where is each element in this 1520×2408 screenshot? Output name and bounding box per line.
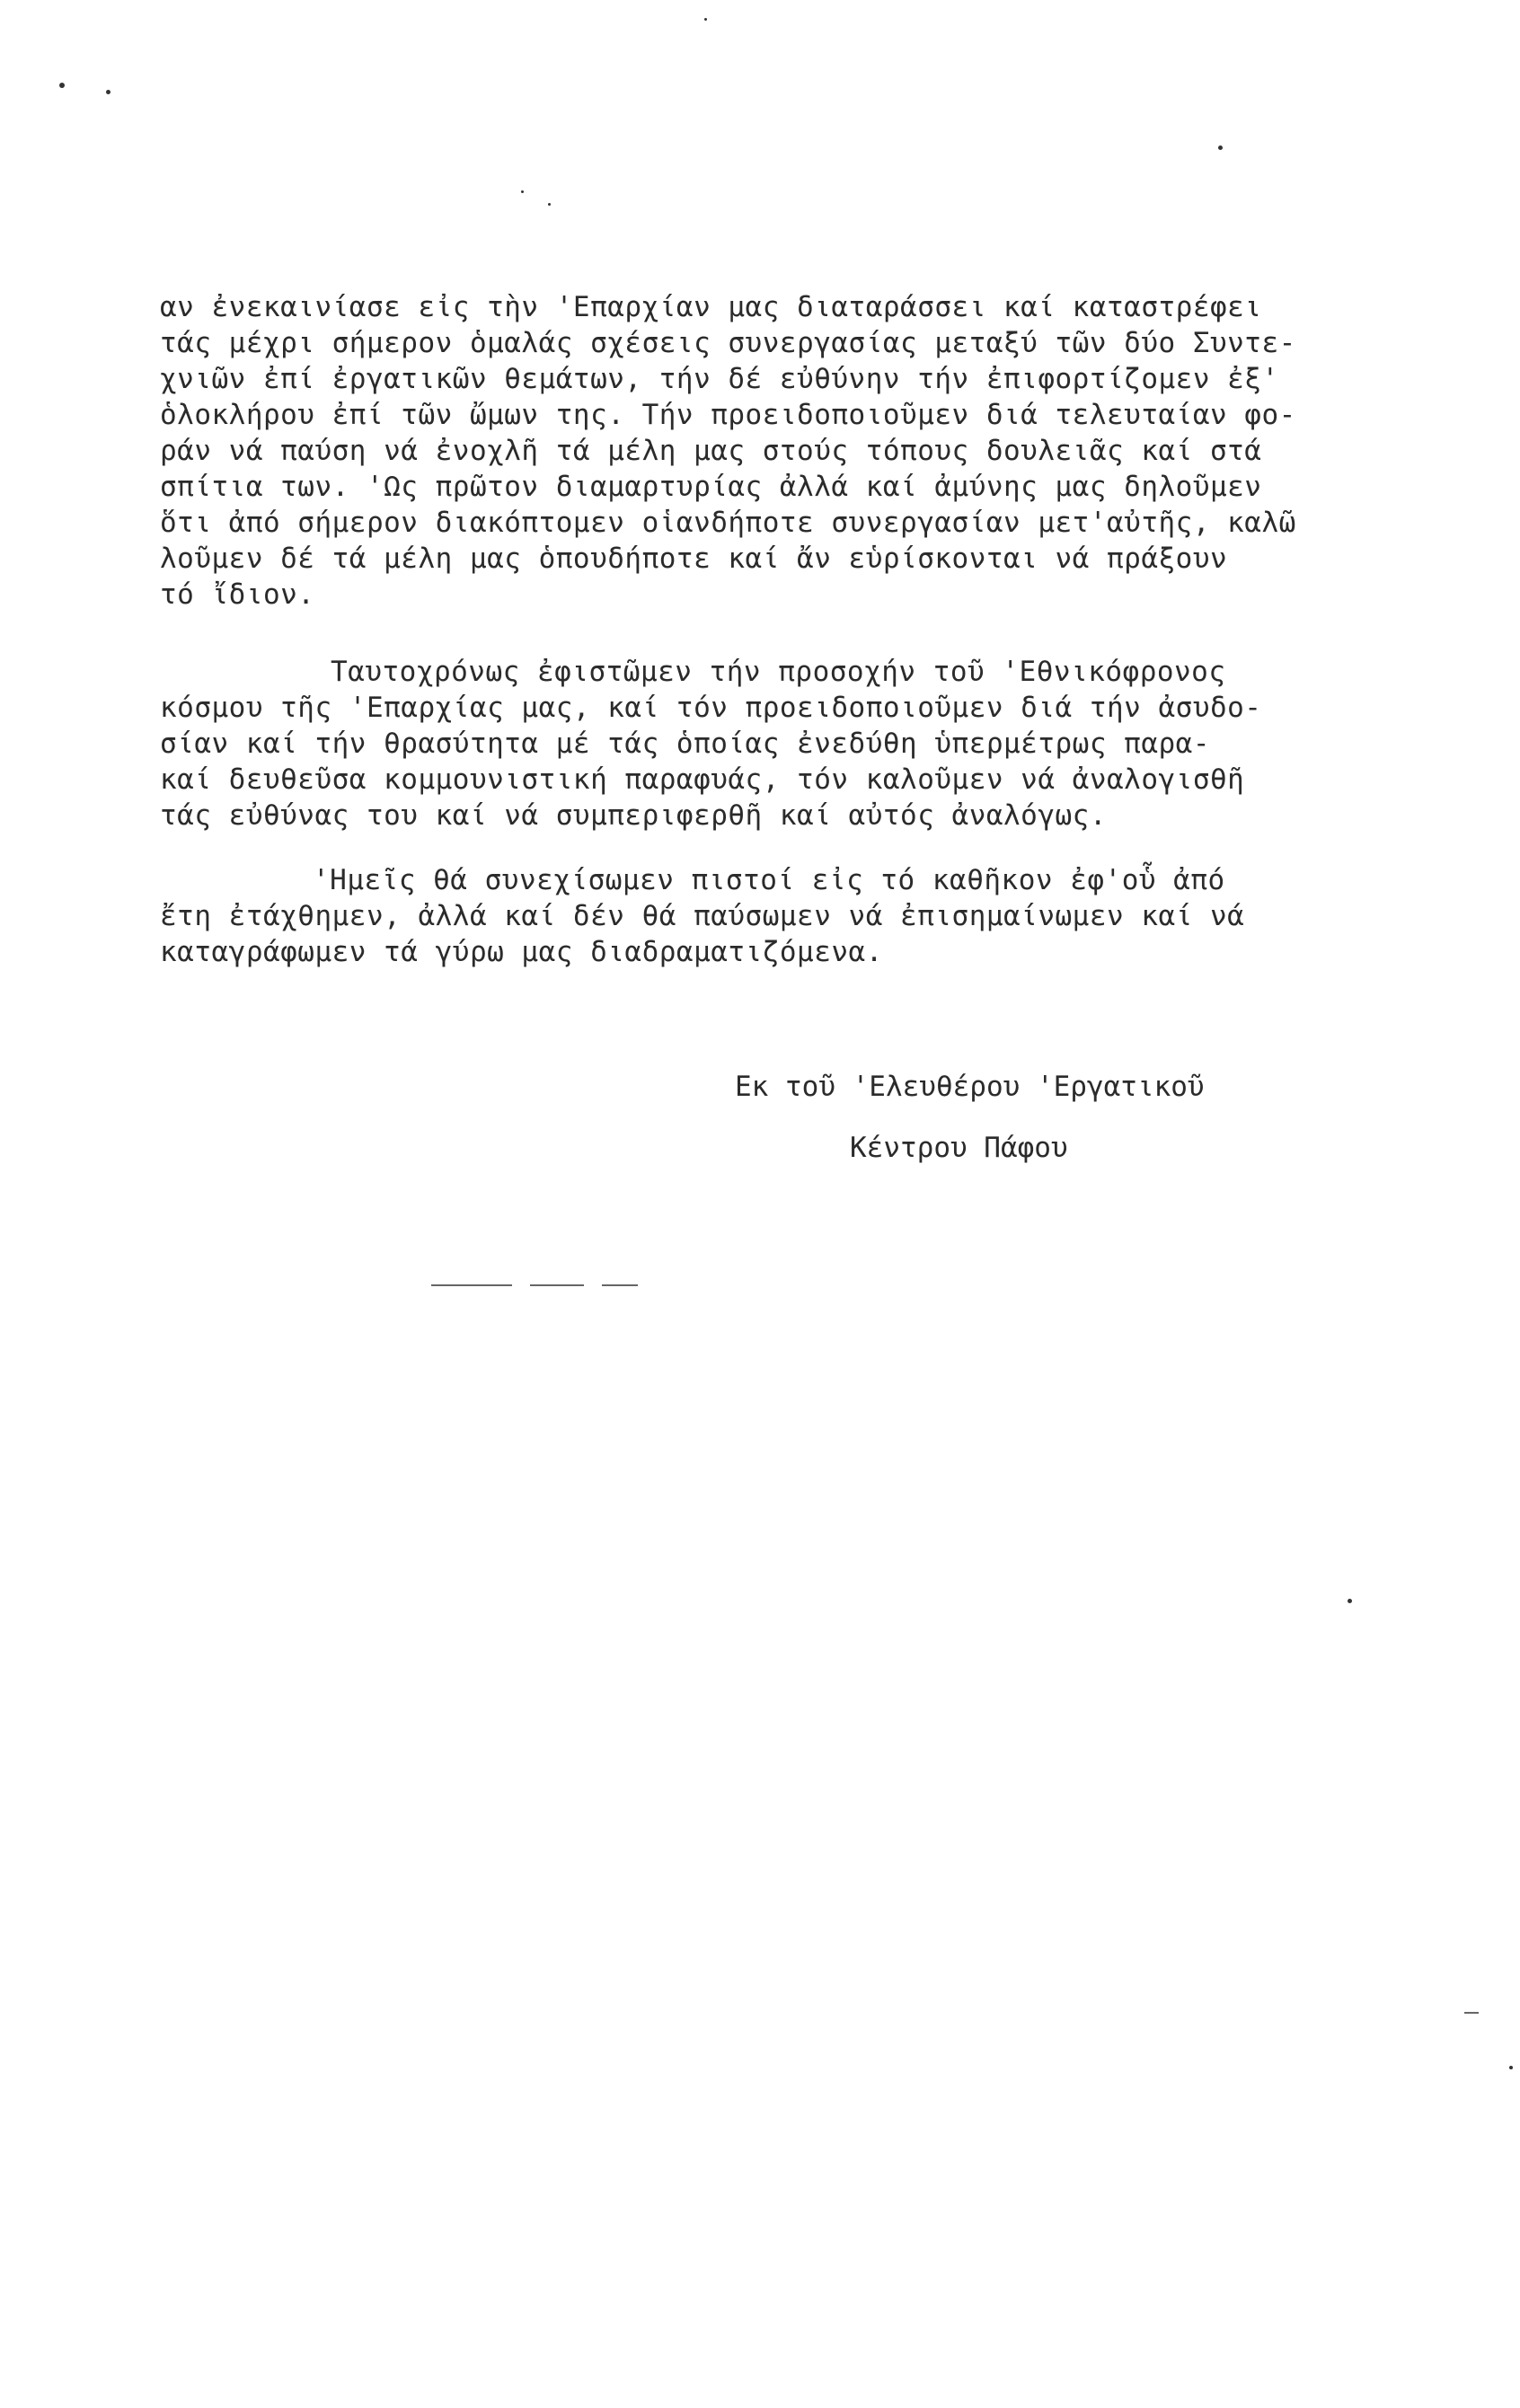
signature-line-2: Κέντρου Πάφου [850, 1132, 1068, 1164]
scan-speck [106, 90, 110, 94]
scan-speck [59, 83, 65, 88]
paragraph-1 [160, 289, 1337, 613]
text-line: καταγράφωμεν τά γύρω μας διαδραματιζόμενα. [160, 936, 883, 968]
scan-speck [1218, 146, 1223, 150]
text-line: 'Ημεῖς θά συνεχίσωμεν πιστοί εἰς τό καθῆκον ἐφ'οὗ ἀπό [313, 864, 1225, 896]
text-line: σίαν καί τήν θρασύτητα μέ τάς ὁποίας ἐνεδύθη ὑπερμέτρως παρα- [160, 728, 1210, 760]
text-line: χνιῶν ἐπί ἐργατικῶν θεμάτων, τήν δέ εὐθύνην τήν ἐπιφορτίζομεν ἐξ' [160, 363, 1279, 395]
text-line: αν ἐνεκαινίασε εἰς τὴν 'Επαρχίαν μας διαταράσσει καί καταστρέφει [160, 291, 1262, 323]
text-line: σπίτια των. 'Ως πρῶτον διαμαρτυρίας ἀλλά καί ἀμύνης μας δηλοῦμεν [160, 471, 1262, 503]
text-line: Ταυτοχρόνως ἐφιστῶμεν τήν προσοχήν τοῦ 'Εθνικόφρονος [331, 656, 1226, 688]
paragraph-3 [160, 862, 1337, 970]
text-line: κόσμου τῆς 'Επαρχίας μας, καί τόν προειδοποιοῦμεν διά τήν ἀσυδο- [160, 692, 1262, 724]
scan-artifact-line [431, 1284, 512, 1286]
scan-speck [1348, 1599, 1352, 1603]
text-line: λοῦμεν δέ τά μέλη μας ὁπουδήποτε καί ἄν εὑρίσκονται νά πράξουν [160, 542, 1228, 575]
text-line: ράν νά παύση νά ἐνοχλῆ τά μέλη μας στούς τόπους δουλειᾶς καί στά [160, 435, 1262, 467]
signature-line-1: Εκ τοῦ 'Ελευθέρου 'Εργατικοῦ [735, 1071, 1205, 1103]
scan-speck [548, 203, 551, 206]
text-line: τάς εὐθύνας του καί νά συμπεριφερθῆ καί αὐτός ἀναλόγως. [160, 799, 1107, 832]
scan-speck [704, 18, 707, 21]
text-line: ὅτι ἀπό σήμερον διακόπτομεν οἱανδήποτε συνεργασίαν μετ'αὐτῆς, καλῶ [160, 507, 1296, 539]
text-line: τό ἴδιον. [160, 578, 315, 611]
text-line: καί δευθεῦσα κομμουνιστική παραφυάς, τόν καλοῦμεν νά ἀναλογισθῆ [160, 763, 1245, 796]
scan-artifact-line [1464, 2012, 1479, 2014]
scan-speck [521, 190, 524, 193]
scan-artifact-line [530, 1284, 584, 1286]
scan-artifact-line [602, 1284, 638, 1286]
paragraph-2 [160, 654, 1337, 834]
scan-speck [1509, 2066, 1513, 2069]
text-line: ἔτη ἐτάχθημεν, ἀλλά καί δέν θά παύσωμεν νά ἐπισημαίνωμεν καί νά [160, 900, 1245, 932]
text-line: ὁλοκλήρου ἐπί τῶν ὤμων της. Τήν προειδοποιοῦμεν διά τελευταίαν φο- [160, 399, 1296, 431]
text-line: τάς μέχρι σήμερον ὁμαλάς σχέσεις συνεργασίας μεταξύ τῶν δύο Συντε- [160, 327, 1296, 359]
